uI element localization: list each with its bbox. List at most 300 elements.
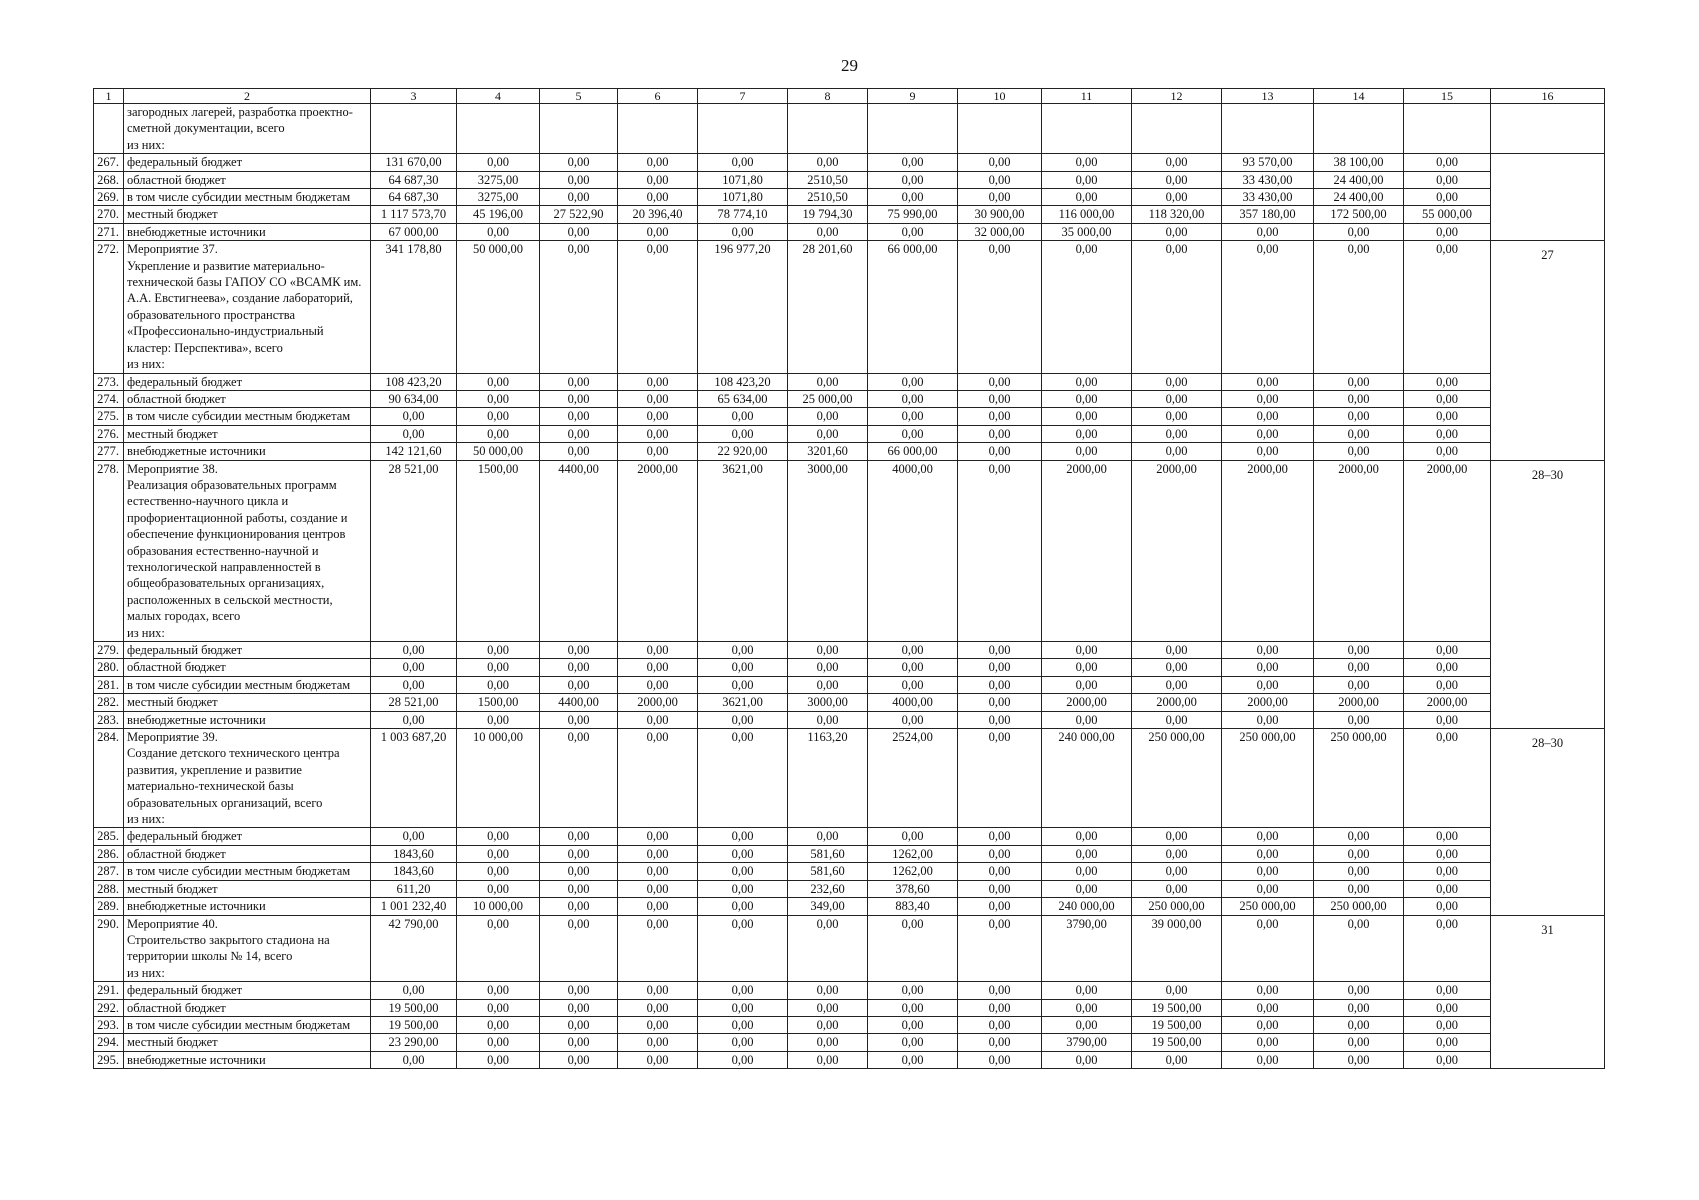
value-cell: 35 000,00 [1042, 223, 1132, 240]
value-cell: 0,00 [788, 999, 868, 1016]
row-number: 279. [94, 642, 124, 659]
value-cell: 0,00 [457, 408, 540, 425]
value-cell: 0,00 [457, 982, 540, 999]
table-row [94, 408, 1605, 425]
value-cell: 0,00 [1132, 373, 1222, 390]
value-cell: 0,00 [698, 982, 788, 999]
value-cell: 0,00 [958, 659, 1042, 676]
value-cell: 0,00 [1222, 1034, 1314, 1051]
value-cell: 0,00 [371, 828, 457, 845]
value-cell: 0,00 [958, 845, 1042, 862]
value-cell: 33 430,00 [1222, 171, 1314, 188]
value-cell: 0,00 [958, 694, 1042, 711]
value-cell: 19 500,00 [371, 999, 457, 1016]
value-cell: 1071,80 [698, 189, 788, 206]
value-cell: 0,00 [1042, 189, 1132, 206]
value-cell: 0,00 [1314, 711, 1404, 728]
value-cell: 0,00 [457, 880, 540, 897]
column-header: 1 [94, 89, 124, 104]
value-cell: 0,00 [1042, 443, 1132, 460]
value-cell: 0,00 [788, 154, 868, 171]
value-cell: 232,60 [788, 880, 868, 897]
value-cell: 0,00 [868, 223, 958, 240]
value-cell: 0,00 [540, 1016, 618, 1033]
value-cell: 0,00 [1222, 863, 1314, 880]
value-cell: 3275,00 [457, 189, 540, 206]
value-cell: 2000,00 [1404, 460, 1491, 641]
value-cell: 39 000,00 [1132, 915, 1222, 982]
table-row [94, 982, 1605, 999]
value-cell: 0,00 [698, 711, 788, 728]
value-cell: 0,00 [788, 223, 868, 240]
value-cell: 0,00 [788, 828, 868, 845]
value-cell: 0,00 [540, 443, 618, 460]
value-cell: 0,00 [1404, 443, 1491, 460]
row-number: 280. [94, 659, 124, 676]
value-cell: 0,00 [1222, 390, 1314, 407]
value-cell: 0,00 [868, 408, 958, 425]
value-cell: 0,00 [958, 898, 1042, 915]
value-cell: 0,00 [958, 863, 1042, 880]
value-cell: 0,00 [1042, 425, 1132, 442]
value-cell: 0,00 [698, 659, 788, 676]
value-cell: 0,00 [1042, 676, 1132, 693]
value-cell: 3275,00 [457, 171, 540, 188]
value-cell: 24 400,00 [1314, 171, 1404, 188]
value-cell: 250 000,00 [1222, 898, 1314, 915]
value-cell: 0,00 [540, 982, 618, 999]
row-label: федеральный бюджет [124, 642, 371, 659]
reference-cell: 27 [1491, 241, 1605, 460]
value-cell: 0,00 [618, 915, 698, 982]
value-cell: 0,00 [1404, 845, 1491, 862]
value-cell: 0,00 [958, 189, 1042, 206]
value-cell: 0,00 [540, 999, 618, 1016]
value-cell: 0,00 [868, 659, 958, 676]
value-cell: 0,00 [1314, 880, 1404, 897]
value-cell: 2000,00 [1314, 460, 1404, 641]
row-number [94, 104, 124, 154]
value-cell [868, 104, 958, 154]
value-cell: 0,00 [868, 828, 958, 845]
value-cell: 0,00 [540, 425, 618, 442]
value-cell: 78 774,10 [698, 206, 788, 223]
value-cell: 0,00 [1314, 828, 1404, 845]
value-cell: 0,00 [958, 676, 1042, 693]
value-cell: 0,00 [618, 1016, 698, 1033]
row-number: 292. [94, 999, 124, 1016]
table-row [94, 460, 1605, 641]
table-row [94, 676, 1605, 693]
value-cell: 0,00 [618, 223, 698, 240]
column-header: 13 [1222, 89, 1314, 104]
row-label: областной бюджет [124, 390, 371, 407]
row-number: 285. [94, 828, 124, 845]
value-cell: 0,00 [618, 241, 698, 373]
table-row [94, 1034, 1605, 1051]
value-cell: 0,00 [1314, 390, 1404, 407]
value-cell: 0,00 [1404, 1034, 1491, 1051]
value-cell: 0,00 [1132, 223, 1222, 240]
value-cell: 0,00 [618, 845, 698, 862]
row-label: местный бюджет [124, 425, 371, 442]
value-cell: 93 570,00 [1222, 154, 1314, 171]
value-cell: 0,00 [788, 676, 868, 693]
value-cell: 0,00 [1404, 982, 1491, 999]
value-cell: 0,00 [958, 729, 1042, 828]
value-cell: 0,00 [1222, 982, 1314, 999]
value-cell: 0,00 [868, 915, 958, 982]
value-cell: 0,00 [457, 999, 540, 1016]
value-cell: 250 000,00 [1132, 729, 1222, 828]
value-cell: 0,00 [457, 828, 540, 845]
value-cell: 0,00 [1404, 223, 1491, 240]
value-cell: 0,00 [1222, 711, 1314, 728]
value-cell: 66 000,00 [868, 443, 958, 460]
value-cell: 0,00 [1132, 863, 1222, 880]
value-cell: 32 000,00 [958, 223, 1042, 240]
row-label: в том числе субсидии местным бюджетам [124, 863, 371, 880]
value-cell: 1500,00 [457, 694, 540, 711]
row-number: 294. [94, 1034, 124, 1051]
value-cell: 0,00 [1042, 659, 1132, 676]
value-cell: 116 000,00 [1042, 206, 1132, 223]
value-cell: 0,00 [1132, 408, 1222, 425]
value-cell: 250 000,00 [1314, 729, 1404, 828]
row-label: областной бюджет [124, 845, 371, 862]
value-cell: 10 000,00 [457, 898, 540, 915]
value-cell: 0,00 [540, 915, 618, 982]
value-cell: 0,00 [1314, 642, 1404, 659]
value-cell: 0,00 [698, 154, 788, 171]
value-cell: 0,00 [1404, 425, 1491, 442]
value-cell: 250 000,00 [1222, 729, 1314, 828]
column-header: 7 [698, 89, 788, 104]
value-cell: 0,00 [1222, 642, 1314, 659]
value-cell: 0,00 [540, 880, 618, 897]
value-cell: 0,00 [958, 999, 1042, 1016]
column-header: 5 [540, 89, 618, 104]
value-cell: 0,00 [618, 154, 698, 171]
value-cell: 19 500,00 [1132, 1016, 1222, 1033]
value-cell [457, 104, 540, 154]
value-cell: 0,00 [1404, 154, 1491, 171]
table-row [94, 373, 1605, 390]
value-cell: 3621,00 [698, 694, 788, 711]
value-cell: 0,00 [1222, 443, 1314, 460]
row-number: 278. [94, 460, 124, 641]
value-cell: 250 000,00 [1314, 898, 1404, 915]
value-cell: 0,00 [457, 642, 540, 659]
value-cell: 250 000,00 [1132, 898, 1222, 915]
value-cell: 0,00 [1314, 676, 1404, 693]
value-cell: 2000,00 [1404, 694, 1491, 711]
value-cell: 0,00 [540, 676, 618, 693]
value-cell: 0,00 [1132, 241, 1222, 373]
value-cell: 0,00 [698, 898, 788, 915]
value-cell: 172 500,00 [1314, 206, 1404, 223]
value-cell: 0,00 [788, 1016, 868, 1033]
value-cell: 0,00 [371, 659, 457, 676]
value-cell: 0,00 [1404, 642, 1491, 659]
row-label: внебюджетные источники [124, 223, 371, 240]
table-row [94, 1051, 1605, 1068]
row-label: местный бюджет [124, 694, 371, 711]
value-cell: 0,00 [958, 828, 1042, 845]
row-number: 282. [94, 694, 124, 711]
value-cell: 0,00 [958, 1034, 1042, 1051]
value-cell: 0,00 [540, 711, 618, 728]
value-cell: 2000,00 [1042, 460, 1132, 641]
value-cell: 0,00 [698, 863, 788, 880]
row-number: 293. [94, 1016, 124, 1033]
table-body [94, 89, 1605, 1069]
value-cell: 0,00 [618, 880, 698, 897]
value-cell: 0,00 [1314, 863, 1404, 880]
value-cell: 0,00 [457, 676, 540, 693]
value-cell: 0,00 [958, 408, 1042, 425]
value-cell: 0,00 [698, 999, 788, 1016]
value-cell: 0,00 [788, 408, 868, 425]
value-cell: 0,00 [1222, 408, 1314, 425]
value-cell: 0,00 [1132, 982, 1222, 999]
budget-table-container [93, 88, 1604, 1069]
value-cell: 581,60 [788, 863, 868, 880]
value-cell: 0,00 [1314, 223, 1404, 240]
value-cell: 0,00 [1222, 1051, 1314, 1068]
value-cell: 0,00 [788, 425, 868, 442]
value-cell: 55 000,00 [1404, 206, 1491, 223]
table-row [94, 223, 1605, 240]
value-cell: 0,00 [457, 1016, 540, 1033]
value-cell: 240 000,00 [1042, 898, 1132, 915]
value-cell [540, 104, 618, 154]
row-label: федеральный бюджет [124, 982, 371, 999]
column-header: 6 [618, 89, 698, 104]
value-cell: 1 001 232,40 [371, 898, 457, 915]
value-cell: 0,00 [1404, 1016, 1491, 1033]
table-row [94, 898, 1605, 915]
row-number: 284. [94, 729, 124, 828]
value-cell: 0,00 [958, 915, 1042, 982]
value-cell: 0,00 [868, 1051, 958, 1068]
row-number: 283. [94, 711, 124, 728]
column-header: 11 [1042, 89, 1132, 104]
value-cell: 0,00 [1132, 425, 1222, 442]
value-cell: 0,00 [1314, 1034, 1404, 1051]
value-cell: 0,00 [618, 828, 698, 845]
value-cell: 0,00 [788, 642, 868, 659]
row-label: в том числе субсидии местным бюджетам [124, 408, 371, 425]
value-cell: 0,00 [1404, 915, 1491, 982]
value-cell: 0,00 [958, 982, 1042, 999]
value-cell: 2000,00 [1222, 460, 1314, 641]
value-cell: 0,00 [618, 1034, 698, 1051]
column-header: 10 [958, 89, 1042, 104]
value-cell: 0,00 [457, 845, 540, 862]
value-cell: 0,00 [1404, 828, 1491, 845]
value-cell: 0,00 [1404, 880, 1491, 897]
value-cell: 0,00 [698, 223, 788, 240]
value-cell: 0,00 [958, 443, 1042, 460]
value-cell: 0,00 [457, 711, 540, 728]
value-cell: 0,00 [1042, 999, 1132, 1016]
value-cell: 1262,00 [868, 863, 958, 880]
table-row [94, 863, 1605, 880]
value-cell: 1 117 573,70 [371, 206, 457, 223]
value-cell: 0,00 [371, 642, 457, 659]
column-header: 8 [788, 89, 868, 104]
value-cell: 2000,00 [1314, 694, 1404, 711]
value-cell: 0,00 [1404, 729, 1491, 828]
value-cell: 0,00 [1042, 828, 1132, 845]
value-cell: 0,00 [1404, 711, 1491, 728]
value-cell: 1843,60 [371, 845, 457, 862]
value-cell: 0,00 [371, 1051, 457, 1068]
value-cell: 0,00 [1042, 241, 1132, 373]
row-number: 295. [94, 1051, 124, 1068]
column-header: 9 [868, 89, 958, 104]
value-cell: 0,00 [1404, 999, 1491, 1016]
row-label: внебюджетные источники [124, 1051, 371, 1068]
value-cell: 0,00 [1314, 373, 1404, 390]
value-cell: 0,00 [371, 711, 457, 728]
value-cell: 0,00 [540, 898, 618, 915]
value-cell: 0,00 [618, 676, 698, 693]
value-cell: 0,00 [1042, 863, 1132, 880]
value-cell: 0,00 [457, 373, 540, 390]
value-cell: 1500,00 [457, 460, 540, 641]
value-cell: 0,00 [958, 425, 1042, 442]
value-cell: 0,00 [698, 425, 788, 442]
column-header: 14 [1314, 89, 1404, 104]
value-cell: 0,00 [868, 425, 958, 442]
value-cell: 0,00 [698, 1016, 788, 1033]
row-label: федеральный бюджет [124, 154, 371, 171]
value-cell: 19 500,00 [1132, 999, 1222, 1016]
row-number: 267. [94, 154, 124, 171]
value-cell: 42 790,00 [371, 915, 457, 982]
row-number: 273. [94, 373, 124, 390]
value-cell: 1843,60 [371, 863, 457, 880]
value-cell: 0,00 [540, 828, 618, 845]
table-row [94, 206, 1605, 223]
value-cell: 50 000,00 [457, 241, 540, 373]
row-label: областной бюджет [124, 999, 371, 1016]
value-cell: 0,00 [1404, 373, 1491, 390]
value-cell: 10 000,00 [457, 729, 540, 828]
value-cell: 341 178,80 [371, 241, 457, 373]
table-row [94, 845, 1605, 862]
row-number: 290. [94, 915, 124, 982]
value-cell: 0,00 [1314, 1016, 1404, 1033]
value-cell: 0,00 [868, 1016, 958, 1033]
value-cell: 0,00 [540, 189, 618, 206]
value-cell: 108 423,20 [371, 373, 457, 390]
value-cell: 0,00 [1042, 642, 1132, 659]
value-cell: 0,00 [868, 373, 958, 390]
row-label: федеральный бюджет [124, 828, 371, 845]
row-label: Мероприятие 38. Реализация образовательных программ естественно-научного цикла и профориентационной работы, создание и обеспечение функционирования центров образования естественно-научной и технологической направленностей в общеобразовательных организациях, расположенных в сельской местности, малых городах, всего из них: [124, 460, 371, 641]
value-cell: 0,00 [868, 189, 958, 206]
value-cell: 0,00 [1314, 915, 1404, 982]
value-cell: 0,00 [1132, 828, 1222, 845]
reference-cell [1491, 154, 1605, 241]
value-cell: 0,00 [618, 443, 698, 460]
value-cell: 0,00 [1132, 845, 1222, 862]
value-cell: 0,00 [958, 373, 1042, 390]
value-cell: 0,00 [371, 408, 457, 425]
value-cell: 357 180,00 [1222, 206, 1314, 223]
row-label: местный бюджет [124, 206, 371, 223]
value-cell: 0,00 [788, 659, 868, 676]
value-cell: 0,00 [1042, 390, 1132, 407]
value-cell: 0,00 [868, 154, 958, 171]
value-cell: 0,00 [1222, 425, 1314, 442]
value-cell: 0,00 [618, 642, 698, 659]
value-cell [788, 104, 868, 154]
value-cell: 0,00 [540, 863, 618, 880]
value-cell: 0,00 [958, 241, 1042, 373]
value-cell: 0,00 [1042, 373, 1132, 390]
value-cell: 0,00 [868, 642, 958, 659]
value-cell: 0,00 [457, 659, 540, 676]
value-cell: 0,00 [540, 1051, 618, 1068]
value-cell: 33 430,00 [1222, 189, 1314, 206]
row-number: 281. [94, 676, 124, 693]
value-cell: 3000,00 [788, 694, 868, 711]
value-cell: 0,00 [1314, 408, 1404, 425]
value-cell: 27 522,90 [540, 206, 618, 223]
row-number: 272. [94, 241, 124, 373]
value-cell: 19 794,30 [788, 206, 868, 223]
value-cell: 0,00 [1314, 999, 1404, 1016]
value-cell: 0,00 [540, 390, 618, 407]
column-header: 3 [371, 89, 457, 104]
value-cell: 0,00 [618, 171, 698, 188]
table-row [94, 711, 1605, 728]
value-cell: 3621,00 [698, 460, 788, 641]
table-row [94, 171, 1605, 188]
value-cell: 0,00 [788, 373, 868, 390]
table-row [94, 443, 1605, 460]
value-cell: 3000,00 [788, 460, 868, 641]
table-row [94, 915, 1605, 982]
value-cell: 0,00 [1222, 373, 1314, 390]
value-cell: 2000,00 [1042, 694, 1132, 711]
value-cell: 28 521,00 [371, 694, 457, 711]
value-cell: 0,00 [1404, 1051, 1491, 1068]
table-row [94, 659, 1605, 676]
row-label: внебюджетные источники [124, 443, 371, 460]
value-cell: 2000,00 [1132, 694, 1222, 711]
value-cell: 0,00 [868, 676, 958, 693]
value-cell: 0,00 [618, 711, 698, 728]
value-cell: 0,00 [1314, 845, 1404, 862]
value-cell: 118 320,00 [1132, 206, 1222, 223]
value-cell: 4400,00 [540, 694, 618, 711]
value-cell: 0,00 [618, 863, 698, 880]
value-cell: 0,00 [1042, 982, 1132, 999]
value-cell: 2000,00 [618, 460, 698, 641]
value-cell: 0,00 [788, 1034, 868, 1051]
table-row [94, 241, 1605, 373]
row-number: 274. [94, 390, 124, 407]
value-cell: 3790,00 [1042, 915, 1132, 982]
value-cell: 0,00 [1132, 443, 1222, 460]
value-cell: 0,00 [1042, 171, 1132, 188]
value-cell: 0,00 [457, 1034, 540, 1051]
